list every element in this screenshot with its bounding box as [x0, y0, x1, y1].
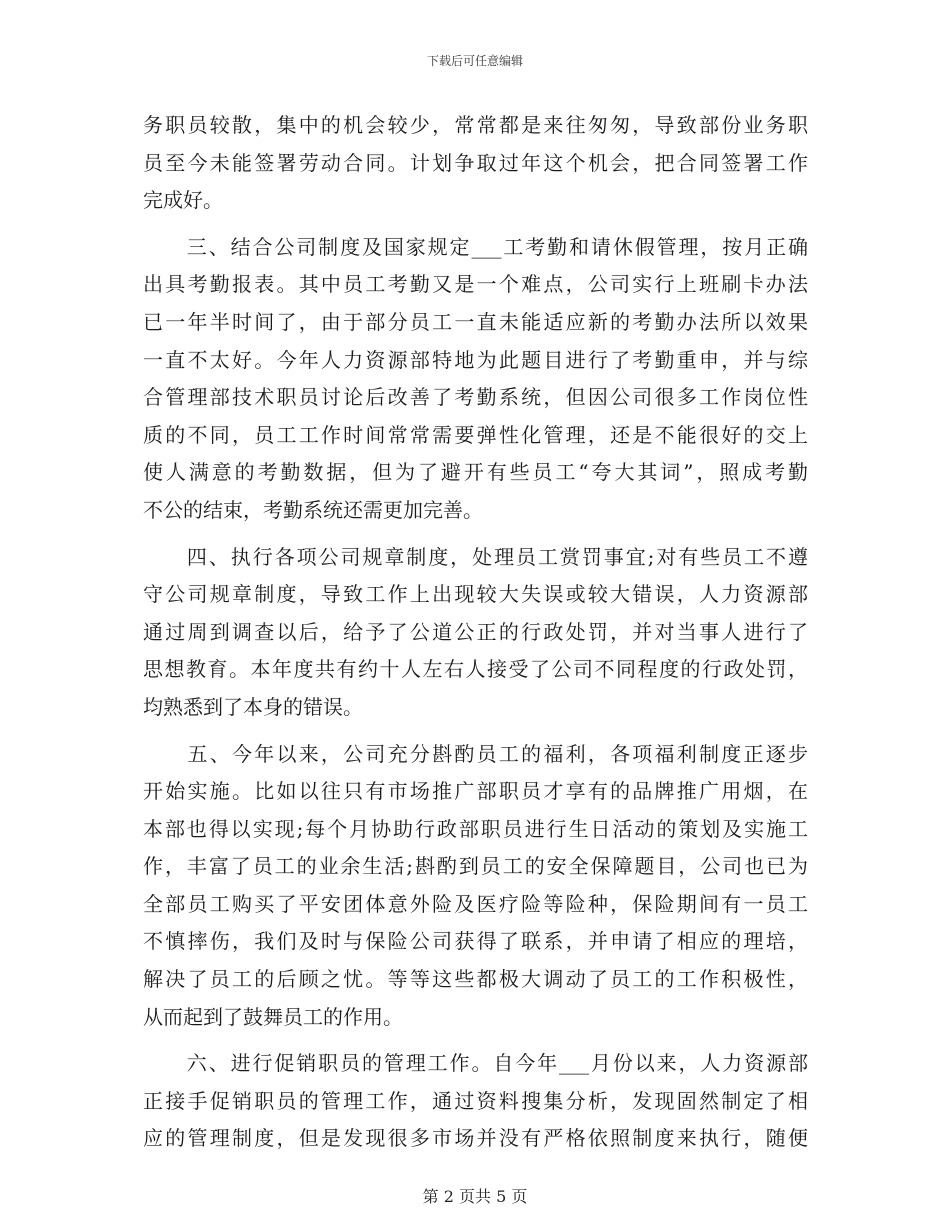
paragraph-4 — [143, 736, 808, 1037]
paragraph-1 — [143, 107, 808, 220]
text-line: 四、执行各项公司规章制度，处理员工赏罚事宜;对有些员工不遵 — [143, 544, 808, 569]
text-line: 已一年半时间了，由于部分员工一直未能适应新的考勤办法所以效果 — [143, 309, 808, 334]
text-line: 质的不同，员工工作时间常常需要弹性化管理，还是不能很好的交上 — [143, 422, 808, 447]
text-line: 三、结合公司制度及国家规定___工考勤和请休假管理，按月正确 — [143, 234, 808, 259]
text-line: 六、进行促销职员的管理工作。自今年___月份以来，人力资源部 — [143, 1051, 808, 1076]
text-line: 不公的结束，考勤系统还需更加完善。 — [143, 497, 483, 522]
text-line: 完成好。 — [143, 188, 223, 213]
text-line: 均熟悉到了本身的错误。 — [143, 694, 363, 719]
text-line: 通过周到调查以后，给予了公道公正的行政处罚，并对当事人进行了 — [143, 619, 808, 644]
text-line: 正接手促销职员的管理工作，通过资料搜集分析，发现固然制定了相 — [143, 1088, 808, 1113]
page-number: 第 2 页共 5 页 — [422, 1187, 528, 1206]
text-line: 从而起到了鼓舞员工的作用。 — [143, 1004, 403, 1029]
text-line: 解决了员工的后顾之忧。等等这些都极大调动了员工的工作积极性， — [143, 967, 808, 992]
text-line: 五、今年以来，公司充分斟酌员工的福利，各项福利制度正逐步 — [143, 741, 808, 766]
paragraph-5 — [143, 1045, 808, 1158]
text-line: 出具考勤报表。其中员工考勤又是一个难点，公司实行上班刷卡办法 — [143, 272, 808, 297]
text-line: 本部也得以实现;每个月协助行政部职员进行生日活动的策划及实施工 — [143, 816, 808, 841]
text-line: 作，丰富了员工的业余生活;斟酌到员工的安全保障题目，公司也已为 — [143, 854, 808, 879]
text-line: 务职员较散，集中的机会较少，常常都是来往匆匆，导致部份业务职 — [143, 113, 808, 137]
text-line: 合管理部技术职员讨论后改善了考勤系统，但因公司很多工作岗位性 — [143, 385, 808, 410]
text-line: 守公司规章制度，导致工作上出现较大失误或较大错误，人力资源部 — [143, 582, 808, 607]
page-header: 下载后可任意编辑 — [426, 54, 523, 68]
document-body — [143, 107, 808, 1158]
text-line: 不慎摔伤，我们及时与保险公司获得了联系，并申请了相应的理培， — [143, 929, 808, 954]
text-line: 员至今未能签署劳动合同。计划争取过年这个机会，把合同签署工作 — [143, 150, 808, 175]
text-line: 全部员工购买了平安团体意外险及医疗险等险种，保险期间有一员工 — [143, 891, 808, 916]
text-line: 思想教育。本年度共有约十人左右人接受了公司不同程度的行政处罚， — [143, 657, 808, 682]
text-line: 应的管理制度，但是发现很多市场并没有严格依照制度来执行，随便 — [143, 1126, 808, 1151]
text-line: 一直不太好。今年人力资源部特地为此题目进行了考勤重申，并与综 — [143, 347, 808, 372]
paragraph-3 — [143, 539, 808, 727]
paragraph-2 — [143, 229, 808, 530]
text-line: 使人满意的考勤数据，但为了避开有些员工“夸大其词”，照成考勤 — [143, 460, 808, 485]
text-line: 开始实施。比如以往只有市场推广部职员才享有的品牌推广用烟，在 — [143, 779, 808, 804]
